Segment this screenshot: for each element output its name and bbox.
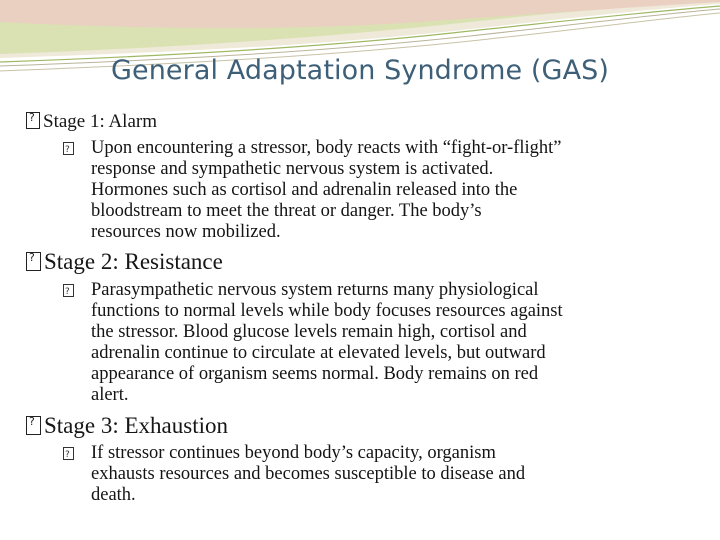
box-sub-bullet-icon xyxy=(63,142,74,155)
stage-2-line: alert. xyxy=(91,385,129,405)
box-sub-bullet-icon xyxy=(63,284,74,297)
stage-3-description xyxy=(64,443,704,506)
stage-3-line: death. xyxy=(91,485,136,505)
stage-3-label: Stage 3: Exhaustion xyxy=(44,413,228,438)
stage-1-line: Hormones such as cortisol and adrenalin released into the xyxy=(91,180,518,200)
stage-1-line: Upon encountering a stressor, body reacts with “fight-or-flight” xyxy=(91,138,562,158)
slide-title: General Adaptation Syndrome (GAS) xyxy=(110,55,610,86)
stage-1-description xyxy=(64,138,704,243)
box-bullet-icon xyxy=(26,416,41,435)
stage-3-line: exhausts resources and becomes susceptible to disease and xyxy=(91,464,526,484)
stage-2-heading xyxy=(26,249,223,275)
stage-2-line: appearance of organism seems normal. Body remains on red xyxy=(91,364,539,384)
stage-2-line: the stressor. Blood glucose levels remain high, cortisol and xyxy=(91,322,527,342)
wave-pink-band xyxy=(0,0,720,28)
stage-1-heading xyxy=(26,110,157,133)
stage-2-line: adrenalin continue to circulate at elevated levels, but outward xyxy=(91,343,546,363)
box-bullet-icon xyxy=(26,112,40,129)
stage-2-label: Stage 2: Resistance xyxy=(44,249,223,274)
stage-1-line: response and sympathetic nervous system is activated. xyxy=(91,159,494,179)
box-sub-bullet-icon xyxy=(63,447,74,460)
stage-2-line: functions to normal levels while body focuses resources against xyxy=(91,301,563,321)
stage-2-description xyxy=(64,280,704,406)
stage-1-line: bloodstream to meet the threat or danger. The body’s xyxy=(91,201,482,221)
stage-1-line: resources now mobilized. xyxy=(91,222,281,242)
stage-3-heading xyxy=(26,413,228,439)
stage-1-label: Stage 1: Alarm xyxy=(43,111,157,132)
stage-3-line: If stressor continues beyond body’s capacity, organism xyxy=(91,443,496,463)
box-bullet-icon xyxy=(26,252,41,271)
stage-2-line: Parasympathetic nervous system returns many physiological xyxy=(91,280,539,300)
